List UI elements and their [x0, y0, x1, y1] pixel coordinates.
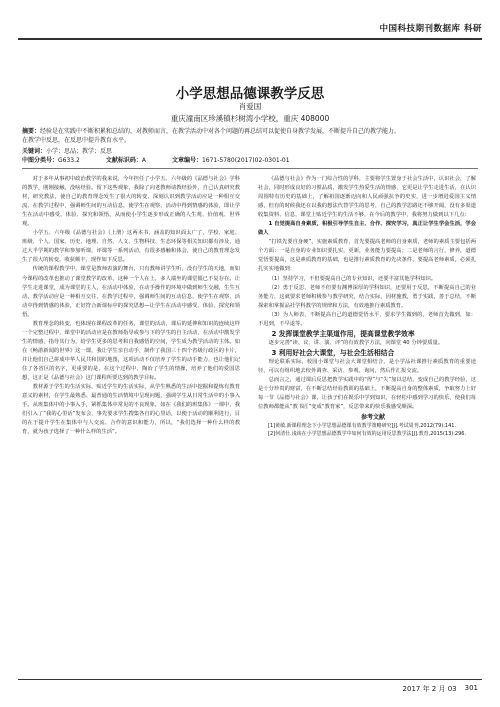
- page-number: 301: [464, 684, 478, 692]
- body-paragraph: “打铁先要自身硬”，实施素质教育，首先要提高老师的自身素质，老师的素质主要包括两个方面：一是自身的专业知识要扎实，更新，业务能力要提高；二是老师的言行，修养，道德觉悟要提高，这是素质教育的基础，也是推行素质教育的先决条件，要提高老师素质，必须扎扎实实地做到：: [258, 239, 476, 273]
- issue-date: 2017 年 2 月 03: [402, 685, 457, 693]
- keywords-text: 小学；思品；教学；反思: [46, 148, 113, 155]
- body-paragraph: （1）坚持学习，不但要提高自己的专业知识，还要丰富其他学科知识。: [268, 275, 437, 282]
- references-heading: 参考文献: [360, 414, 385, 422]
- left-column: [22, 175, 240, 675]
- author-name: 肖爱国: [238, 102, 262, 111]
- page-footer: [403, 684, 478, 694]
- body-paragraph: （2）勇于反思，老师不但要有渊博深厚的学科知识，还要用于反思，不断提高自己的业务能力，这就要求老师积极参与教学研究，结合实际，因材施教，勇于实践，善于总结，不断探索和掌握品社学科教学的规律和方法，有效地推行素质教育。: [258, 284, 476, 309]
- journal-name: 中国科技期刊数据库 科研: [379, 24, 482, 34]
- reference-item: [2]何清仕.浅谈在小学思想品德教学中如何有效的运用反思教学法[J].教育,2015(13):296.: [268, 431, 467, 438]
- body-paragraph: 总而言之，通过课后反思把教学实践中的“得”与“失”加以总结，变成自己的教学经验，这是十分珍贵的财富，在不断总结经验教训的基础上，不断提高自身的整体素质，争取努力上好每一节《品德与社会》课，让孩子们在娱乐中学到知识，在轻松中感到学习的快乐，使我们每位教师都能从“教书匠”变成“教育家”，反思带来的快乐我感受颇深。: [258, 376, 476, 411]
- body-paragraph: 教材源于学生的生活实际，贴近学生的生活实际，从学生熟悉的生活中挖掘和提炼有教育意义的素材，在学生最熟悉、最普通的生活情境中呈现问题，强调学生从日常生活中的小事入手。从班集体中的小事入手，紧抓集体中常见的不良现象，如在《我们的班集体》一课中，我们引入了“我的心里话”发布会，事先要求学生搜集各自的心里话，以便于活动的顺利进行，目的在于提升学生在集体中与人交流、合作的意识和能力，所以，“我们选择一种什么样的教育，就为孩子选择了一种什么样的生活”。: [22, 384, 240, 436]
- body-paragraph: 传统的课程教学中，课堂是教师表演的舞台，只有教师讲学生听，没有学生的天地，而如今课程的改革也推动了课堂教学的改革，这种一个人在上，多人端坐的课堂僵已不复存在。让学生走进课堂，成为课堂的主人，在活动中体验，在动手操作的环境中做到师生交融，生生互动，教学活动应是一种相互交往，在教学过程中，强调师生间的互动信息，使学生在观察，活动中得到情感的体验，正好符合新课标中的探究思想—让学生在活动中感受、体验、探究和领悟。: [22, 266, 240, 318]
- body-paragraph: 小学五、六年级《品德与社会》（上册）这两本书，涵盖的知识面太广了，学校、家庭、班级、个人、国家、历史、地理、自然、人文、生物科技、生态环保等相关知识都有涉及，通过大半学期的教学和参加听课，评课等一系列活动，有很多感触和体会，使自己的教育理念发生了很大的转变，收获颇丰，现作如下反思。: [22, 230, 240, 264]
- header-rule: [18, 38, 482, 40]
- author-affiliation: 重庆潼南区珍溪镇杉树湾小学校，重庆 408000: [170, 114, 330, 123]
- abstract-label: 摘要：: [22, 128, 41, 135]
- body-paragraph: 逐步完善“读、议、讲、演、评”的有效教学方法，向课堂 40 分钟要质量。: [268, 339, 444, 346]
- body-paragraph: 《品德与社会》作为一门综合性的学科，主要将学生置身于社会生活中，认识社会，了解社会，同时形成良好的习惯品质，激发学生热爱生活的情感，它更是让学生走进生活，在认识周围特有历史的基础上，了解祖国逐渐迈向和人民顽强抗争的史实，进一步增进爱国主义情感，但有的时候我还在以我的想法代替学生的思考，自己的教学思路还不够开阔，没有多渠道收集资料、信息，课堂上贴近学生的生活不够，在今后的教学中，我将努力做到以下几点：: [258, 176, 476, 219]
- section-3-heading: 3 利用好社会大课堂，与社会生活相结合: [271, 348, 395, 357]
- body-paragraph: 对于多年从事初中政治教学的我来说，今年担任了小学五、六年级的《品德与社会》学科的教学，刚刚接触，没啥经验。留下这些观象，我除了向老教师请教经验外，自己认真研究教材，研究教法，使自己的教育理念发生了很大的转变，深刻认识到教学活动应是一种相互交流，在教学过程中，强调师生间的互动信息，使学生在观察，活动中得到情感的体验，即让学生在活动中感受、体验、探究和领悟，从而使小学生逐步形成正确的人生观、价值观、世界观。: [22, 176, 240, 228]
- body-paragraph: 教育理念的转变，也体现在课程改革的任务，课堂的活动，课后的延伸和知识的连续这样一个完整过程中，课堂中的活动应是在教师指导或参与下的学生的自主活动，在活动中激发学生的情感，指导其行为，给学生更多的思考和自我感悟的空间，学生成为教学活动的主体。如在《畅游新闻的世界》这一课，我让学生亲自动手，制作了我国三十四个省级行政区的卡片，并让他们自己拼成中华人民共和国的地图，这项活动不仅培养了学生的动手能力，也让他们记住了各省区的名字，更重要的是，在这个过程中，陶冶了学生的情操，培养了他们的爱国思想，这正是《品德与社会》这门课程所要达到的教学目标。: [22, 320, 240, 382]
- section-divider: [22, 168, 478, 169]
- article-title: 小学思想品德课教学反思: [175, 86, 325, 102]
- section-1-heading: 1 自觉提高自身素质，积极引导学生自主、合作、探究学习，真正让学生学会生活，学会做人: [258, 221, 476, 237]
- clc-number: 中图分类号：G633.2: [22, 157, 80, 164]
- abstract-text-line2: 在教学中反思，在反思中提升教育水平。: [22, 137, 131, 144]
- keywords: [22, 147, 478, 156]
- article-id: 文章编号：1671-5780(2017)02-0301-01: [171, 157, 290, 164]
- abstract-text: 经验是在实践中不断积累和总结的，对教师而言，在教学活动中对各个问题的再总结可以促使自身教学发展，不断提升自己的教学能力。: [40, 128, 401, 135]
- reference-item: [1]黄敏.新课程理念下小学思想品德课有效教学策略研究[J].考试周刊,2012(79):141.: [268, 423, 457, 430]
- document-code: 文献标识码：A: [105, 157, 146, 164]
- classification-line: [22, 156, 478, 165]
- footer-rule: [18, 679, 482, 680]
- section-2-heading: 2 发挥课堂教学主渠道作用，提高课堂教学效率: [271, 329, 415, 338]
- body-paragraph: （3）为人师表，不断提高自己的道德觉悟水平，要求学生做到的，老师首先做到，如：不迟到，不早退等。: [258, 311, 476, 327]
- keywords-label: 关键词：: [22, 148, 47, 155]
- abstract: [22, 127, 478, 145]
- right-column: [258, 175, 476, 672]
- body-paragraph: 理论联系实际，校园小课堂与社会大课堂相结合，是小学品社课推行素质教育的重要途径，可以有组织地去校外调查、采访、参观、询问，然后作汇报交流。: [258, 358, 476, 374]
